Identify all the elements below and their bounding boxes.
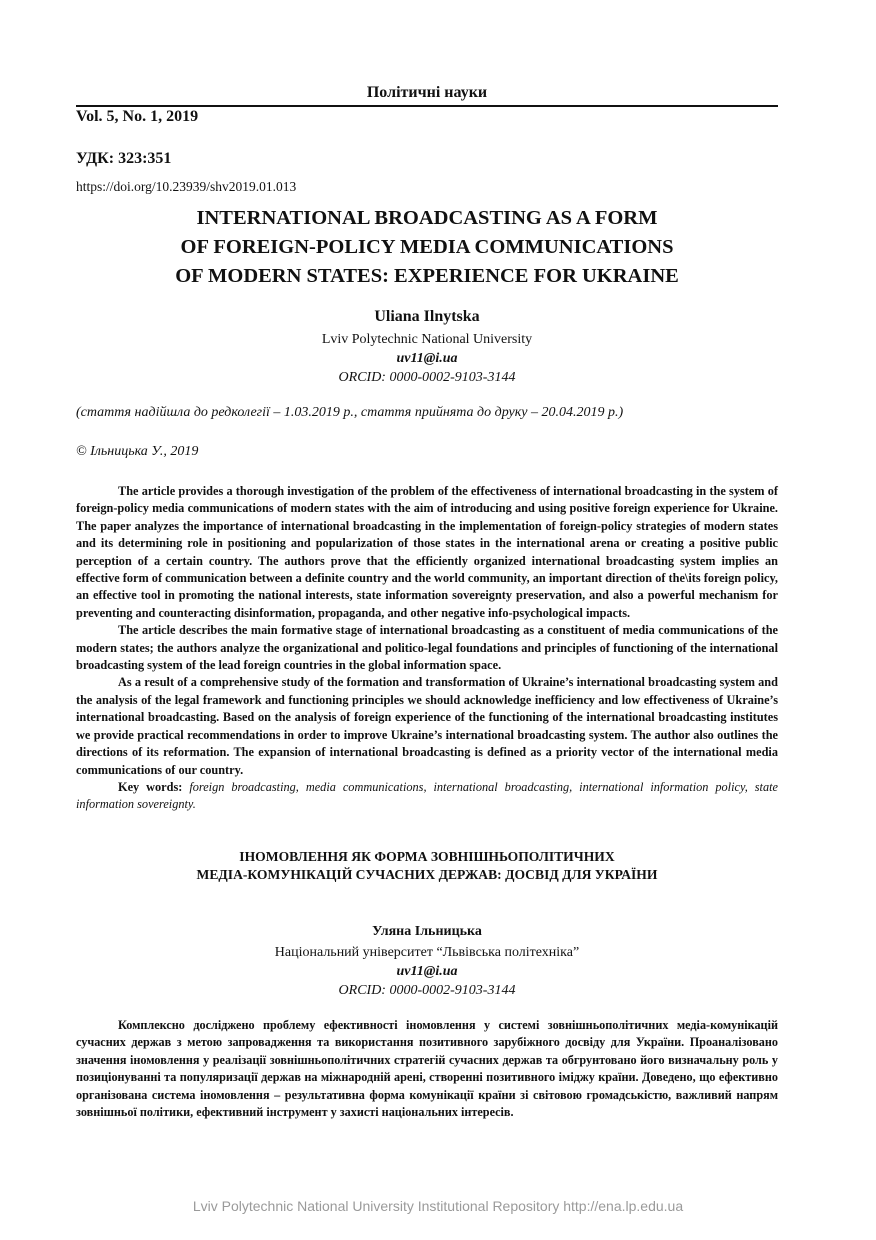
abstract-paragraph: Комплексно досліджено проблему ефективності іномовлення у системі зовнішньополітичних медіа-комунікацій сучасних держав з метою запровадження та використання позитивного зарубіжного досвіду для України. Проаналізовано значення іномовлення у реалізації зовнішньополітичних стратегій сучасних держав та обгрунтовано його визначальну роль у позиціонуванні та популяризації держав на міжнародній арені, створенні позитивного іміджу країни. Доведено, що ефективно організована система іномовлення – результативна форма комунікації країни зі світовою громадськістю, важливий напрям зовнішньої політики, ефективний інструмент у захисті національних інтересів. (76, 1018, 778, 1120)
title-line: INTERNATIONAL BROADCASTING AS A FORM (196, 207, 658, 229)
article-title-en (76, 204, 778, 291)
keywords-label: Key words: (118, 779, 183, 794)
title-line: ІНОМОВЛЕННЯ ЯК ФОРМА ЗОВНІШНЬОПОЛІТИЧНИХ (239, 849, 615, 864)
orcid-ua: ORCID: 0000-0002-9103-3144 (338, 983, 516, 998)
abstract-paragraph: The article describes the main formative stage of international broadcasting as a constituent of media communications of the modern states; the authors analyze the organizational and politico-legal foundations and principles of functioning of the international broadcasting system of the lead foreign countries in the global information space. (76, 623, 778, 673)
orcid-en: ORCID: 0000-0002-9103-3144 (338, 370, 516, 385)
author-name-ua: Уляна Ільницька (372, 924, 482, 939)
udk-code: УДК: 323:351 (76, 150, 172, 167)
doi-link[interactable]: https://doi.org/10.23939/shv2019.01.013 (76, 179, 297, 194)
header-rule (76, 105, 778, 107)
author-name-en: Uliana Ilnytska (374, 308, 480, 325)
abstract-en (76, 483, 778, 814)
repository-footer[interactable]: Lviv Polytechnic National University Institutional Repository http://ena.lp.edu.ua (192, 1198, 684, 1214)
keywords-paragraph (76, 779, 778, 814)
received-dates: (стаття надійшла до редколегії – 1.03.2019 р., стаття прийнята до друку – 20.04.2019 р.) (76, 405, 624, 420)
journal-section-title: Політичні науки (366, 84, 488, 101)
title-line: OF FOREIGN-POLICY MEDIA COMMUNICATIONS (180, 236, 674, 258)
abstract-paragraph: The article provides a thorough investigation of the problem of the effectiveness of international broadcasting in the system of foreign-policy media communications of modern states with the aim of introducing and using positive foreign experience for Ukraine. The paper analyzes the importance of international broadcasting in the implementation of foreign-policy strategies of modern states and its determining role in positioning and popularization of those states in the international arena or creating a positive public perception of a certain country. The authors prove that the efficiently organized international broadcasting system implies an effective form of communication between a definite country and the world community, an important direction of the\its foreign policy, an effective tool in promoting the national interests, state information sovereignty preservation, and also a powerful mechanism for preventing and counteracting disinformation, propaganda, and other negative info-psychological impacts. (76, 484, 778, 620)
title-line: OF MODERN STATES: EXPERIENCE FOR UKRAINE (175, 265, 679, 287)
affiliation-ua: Національний університет “Львівська політехніка” (274, 945, 580, 960)
volume-issue: Vol. 5, No. 1, 2019 (76, 108, 199, 125)
copyright-notice: © Ільницька У., 2019 (76, 444, 199, 459)
author-email-ua[interactable]: uv11@i.ua (396, 964, 458, 979)
abstract-paragraph: As a result of a comprehensive study of the formation and transformation of Ukraine’s international broadcasting system and the analysis of the legal framework and functioning principles we should acknowledge inefficiency and low effectiveness of Ukraine’s international broadcasting. Based on the analysis of foreign experience of the functioning of the international broadcasting institutes we provide practical recommendations in order to improve Ukraine’s international broadcasting system. The author also outlines the directions of its reformation. The expansion of international broadcasting is defined as a priority vector of the international media communications of our country. (76, 675, 778, 777)
article-title-ua (76, 848, 778, 884)
title-line: МЕДІА-КОМУНІКАЦІЙ СУЧАСНИХ ДЕРЖАВ: ДОСВІД ДЛЯ УКРАЇНИ (196, 867, 658, 882)
keywords-text: foreign broadcasting, media communications, international broadcasting, international information policy, state information sovereignty. (76, 779, 778, 812)
author-email-en[interactable]: uv11@i.ua (396, 351, 458, 366)
affiliation-en: Lviv Polytechnic National University (321, 332, 533, 347)
abstract-ua (76, 1017, 778, 1121)
